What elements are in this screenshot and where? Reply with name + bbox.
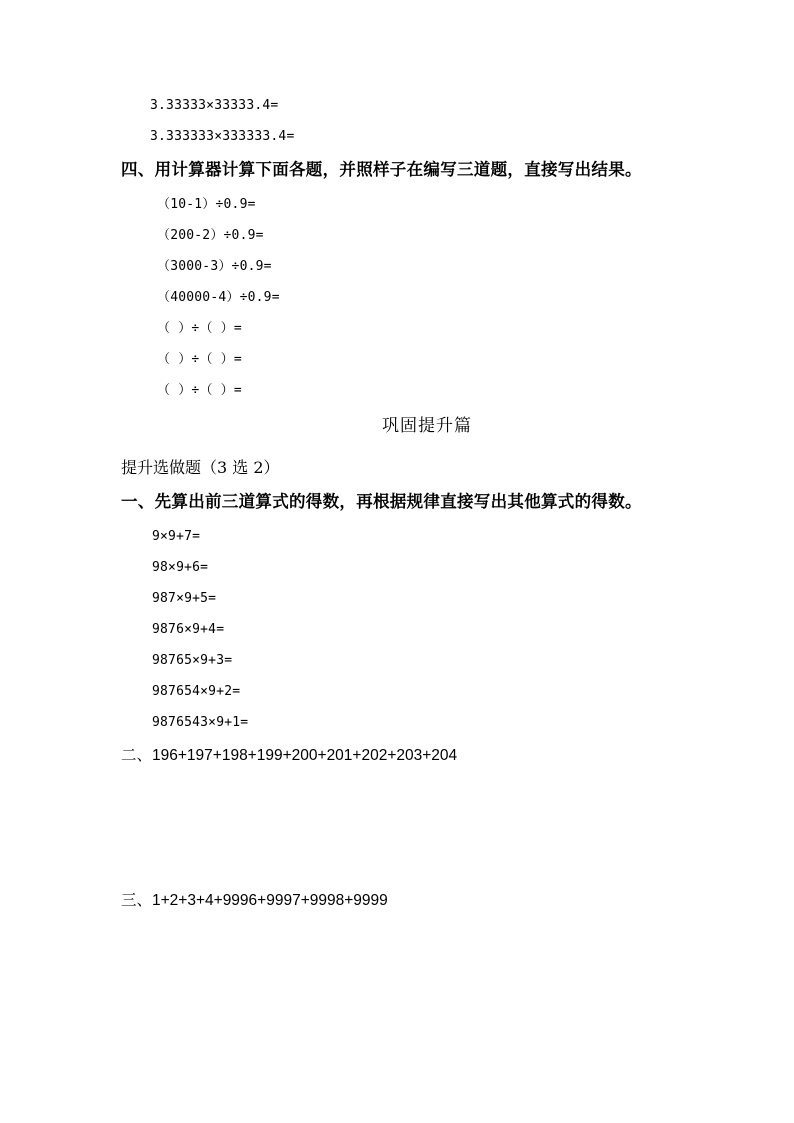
expression-line: 3.333333×333333.4=: [150, 129, 295, 144]
pattern-expression: 987654×9+2=: [152, 684, 241, 699]
subtitle: 提升选做题（3 选 2）: [121, 458, 280, 477]
pattern-expression: 987×9+5=: [152, 591, 217, 606]
expression-line: 3.33333×33333.4=: [150, 98, 279, 113]
page-title: 巩固提升篇: [382, 416, 472, 436]
blank-problem-row: （ ）÷（ ）=: [157, 352, 242, 367]
pattern-expression: 98765×9+3=: [152, 653, 233, 668]
question-heading: 一、先算出前三道算式的得数，再根据规律直接写出其他算式的得数。: [121, 492, 642, 511]
division-problem: （40000-4）÷0.9=: [157, 290, 280, 305]
pattern-expression: 9876543×9+1=: [152, 715, 249, 730]
section-heading: 四、用计算器计算下面各题，并照样子在编写三道题，直接写出结果。: [121, 160, 642, 179]
blank-problem-row: （ ）÷（ ）=: [157, 383, 242, 398]
pattern-expression: 98×9+6=: [152, 560, 209, 575]
question-two: 二、196+197+198+199+200+201+202+203+204: [121, 747, 458, 764]
division-problem: （3000-3）÷0.9=: [157, 259, 272, 274]
division-problem: （10-1）÷0.9=: [157, 197, 256, 212]
question-three: 三、1+2+3+4+9996+9997+9998+9999: [121, 892, 388, 909]
pattern-expression: 9876×9+4=: [152, 622, 225, 637]
division-problem: （200-2）÷0.9=: [157, 228, 264, 243]
blank-problem-row: （ ）÷（ ）=: [157, 321, 242, 336]
pattern-expression: 9×9+7=: [152, 529, 201, 544]
